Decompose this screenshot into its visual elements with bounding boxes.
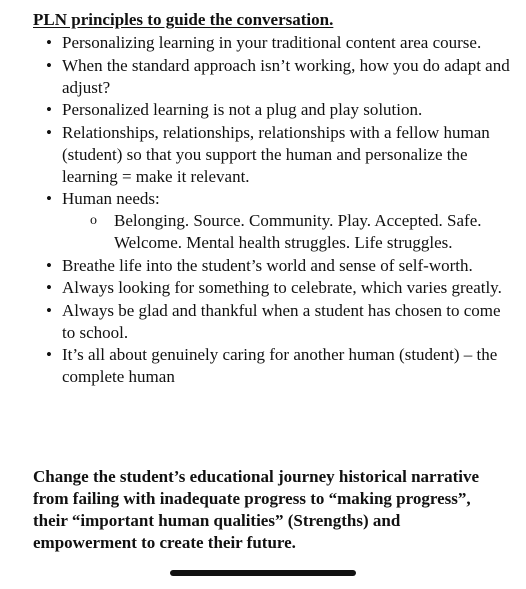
bullet-icon: •	[46, 122, 52, 142]
list-item-text: It’s all about genuinely caring for another human (student) – the complete human	[62, 345, 498, 386]
list-item	[46, 55, 516, 99]
list-item	[46, 255, 516, 277]
bullet-icon: •	[46, 255, 52, 275]
list-item	[46, 300, 516, 344]
home-indicator-bar[interactable]	[170, 570, 356, 576]
list-item-text: Human needs:	[62, 189, 160, 208]
sub-list-item-text: Belonging. Source. Community. Play. Accepted. Safe. Welcome. Mental health struggles. Life struggles.	[114, 211, 482, 252]
bullet-icon: •	[46, 55, 52, 75]
bullet-icon: •	[46, 189, 52, 208]
list-item-text: When the standard approach isn’t working, how you do adapt and adjust?	[62, 55, 510, 97]
list-item-text: Relationships, relationships, relationships with a fellow human (student) so that you support the human and personalize the learning = make it relevant.	[62, 122, 490, 186]
closing-statement: Change the student’s educational journey historical narrative from failing with inadequate progress to “making progress”, their “important human qualities” (Strengths) and empowerment to create their future.	[33, 467, 480, 552]
human-needs-sublist	[90, 210, 516, 254]
list-item-text: Personalizing learning in your traditional content area course.	[62, 33, 482, 52]
list-item-text: Breathe life into the student’s world and sense of self-worth.	[62, 255, 473, 275]
list-item	[46, 32, 516, 54]
bullet-icon: •	[46, 345, 52, 364]
section-heading: PLN principles to guide the conversation.	[33, 10, 334, 29]
sub-list-item	[90, 210, 484, 254]
list-item-human-needs	[46, 188, 516, 254]
list-item	[46, 344, 516, 388]
list-item-text: Always be glad and thankful when a student has chosen to come to school.	[62, 300, 501, 342]
list-item	[46, 99, 516, 121]
principles-list	[46, 32, 516, 389]
list-item-text: Always looking for something to celebrate, which varies greatly.	[62, 278, 502, 297]
bullet-icon: •	[46, 33, 52, 52]
list-item	[46, 122, 516, 188]
list-item	[46, 277, 516, 299]
bullet-icon: •	[46, 300, 52, 320]
bullet-icon: •	[46, 100, 52, 119]
sub-bullet-icon: o	[90, 213, 97, 228]
bullet-icon: •	[46, 278, 52, 297]
list-item-text: Personalized learning is not a plug and play solution.	[62, 100, 423, 119]
